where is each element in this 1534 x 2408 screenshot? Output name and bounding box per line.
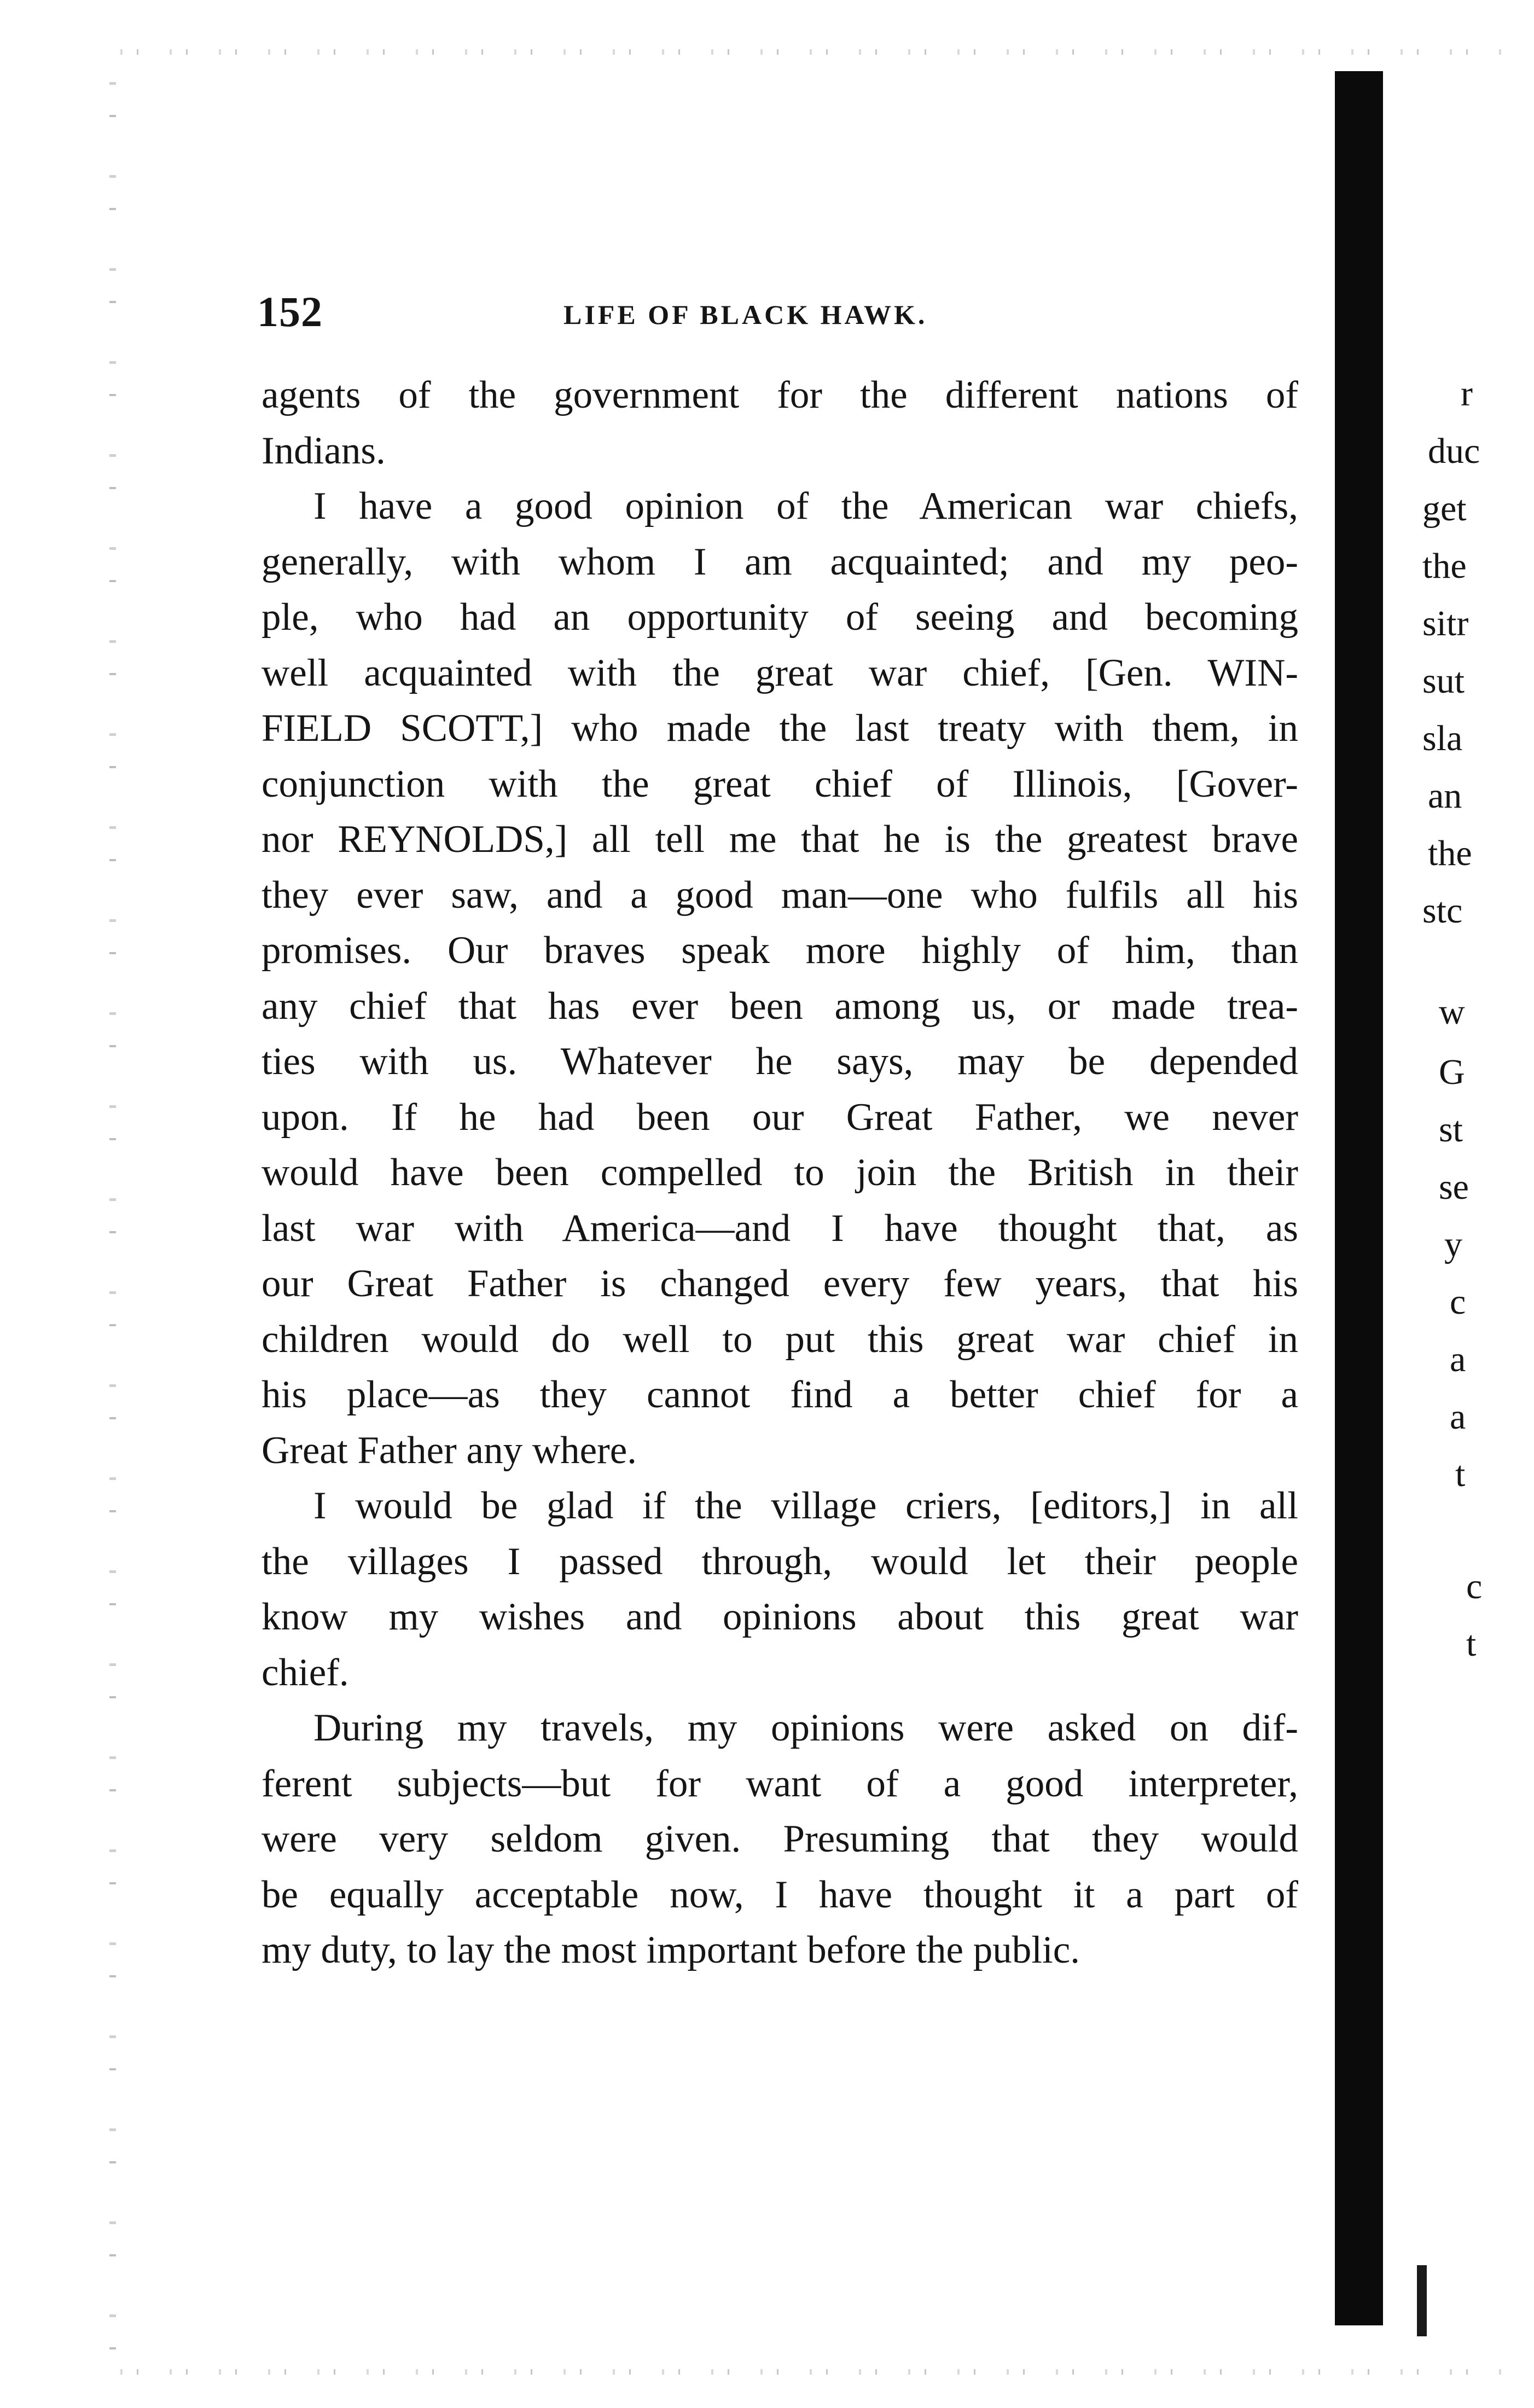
facing-fragment: w [1439, 992, 1465, 1032]
text-line: they ever saw, and a good man—one who fulfils all his [262, 873, 1298, 916]
facing-fragment: the [1422, 546, 1467, 586]
text-line: agents of the government for the different nations of [262, 374, 1298, 416]
facing-fragment: t [1455, 1454, 1466, 1494]
scan-edge-top [120, 49, 1510, 55]
text-line: Indians. [262, 429, 386, 472]
page-header [257, 282, 1297, 342]
facing-fragment: se [1439, 1167, 1469, 1207]
text-line: well acquainted with the great war chief, [Gen. WIN- [262, 651, 1298, 694]
text-line: last war with America—and I have thought that, as [262, 1206, 1298, 1250]
text-line: would have been compelled to join the British in their [262, 1151, 1298, 1194]
text-line: any chief that has ever been among us, or made trea- [262, 984, 1298, 1028]
text-line: promises. Our braves speak more highly of him, than [262, 929, 1298, 972]
scan-edge-bottom [120, 2369, 1510, 2375]
facing-fragment: the [1428, 833, 1472, 873]
page-number: 152 [257, 288, 323, 335]
facing-fragment: sut [1422, 661, 1465, 701]
text-line: know my wishes and opinions about this great war [262, 1595, 1298, 1638]
text-line: Great Father any where. [262, 1429, 637, 1472]
facing-fragment: y [1444, 1225, 1462, 1264]
facing-fragment: duc [1428, 431, 1480, 471]
facing-fragment: a [1450, 1339, 1466, 1379]
body-text [262, 368, 1298, 1978]
text-line: children would do well to put this great war chief in [262, 1318, 1298, 1361]
text-line: I have a good opinion of the American war chiefs, [313, 485, 1298, 527]
facing-fragment: sitr [1422, 604, 1469, 643]
text-line: FIELD SCOTT,] who made the last treaty with them, in [262, 707, 1298, 750]
facing-fragment: st [1439, 1110, 1463, 1150]
text-line: ferent subjects—but for want of a good interpreter, [262, 1762, 1298, 1805]
text-line: ple, who had an opportunity of seeing and becoming [262, 596, 1298, 639]
gutter-shadow-lower [1417, 2265, 1427, 2336]
facing-fragment: get [1422, 489, 1467, 529]
text-line: be equally acceptable now, I have thought it a part of [262, 1873, 1298, 1916]
text-line: nor REYNOLDS,] all tell me that he is the greatest brave [262, 818, 1298, 861]
text-line: ties with us. Whatever he says, may be depended [262, 1040, 1298, 1083]
facing-fragment: a [1450, 1397, 1466, 1437]
text-line: our Great Father is changed every few years, that his [262, 1262, 1298, 1305]
facing-fragment: r [1461, 374, 1473, 414]
text-line: my duty, to lay the most important before the public. [262, 1929, 1080, 1971]
gutter-shadow [1335, 71, 1383, 2325]
text-line: conjunction with the great chief of Illinois, [Gover- [262, 762, 1298, 805]
facing-fragment: stc [1422, 891, 1463, 931]
scan-edge-left [109, 82, 116, 2353]
text-line: During my travels, my opinions were asked on dif- [313, 1707, 1298, 1749]
text-line: I would be glad if the village criers, [editors,] in all [313, 1484, 1298, 1527]
facing-fragment: c [1450, 1282, 1466, 1322]
text-line: were very seldom given. Presuming that they would [262, 1818, 1298, 1860]
facing-fragment: an [1428, 776, 1462, 816]
facing-fragment: c [1466, 1566, 1483, 1606]
facing-fragment: sla [1422, 718, 1463, 758]
text-line: generally, with whom I am acquainted; and my peo- [262, 540, 1298, 583]
facing-fragment: t [1466, 1624, 1477, 1664]
facing-fragment: G [1439, 1052, 1465, 1092]
text-line: upon. If he had been our Great Father, we never [262, 1095, 1298, 1139]
text-line: chief. [262, 1651, 349, 1694]
running-head: LIFE OF BLACK HAWK. [563, 299, 928, 330]
text-line: the villages I passed through, would let their people [262, 1540, 1298, 1583]
text-line: his place—as they cannot find a better chief for a [262, 1373, 1298, 1416]
